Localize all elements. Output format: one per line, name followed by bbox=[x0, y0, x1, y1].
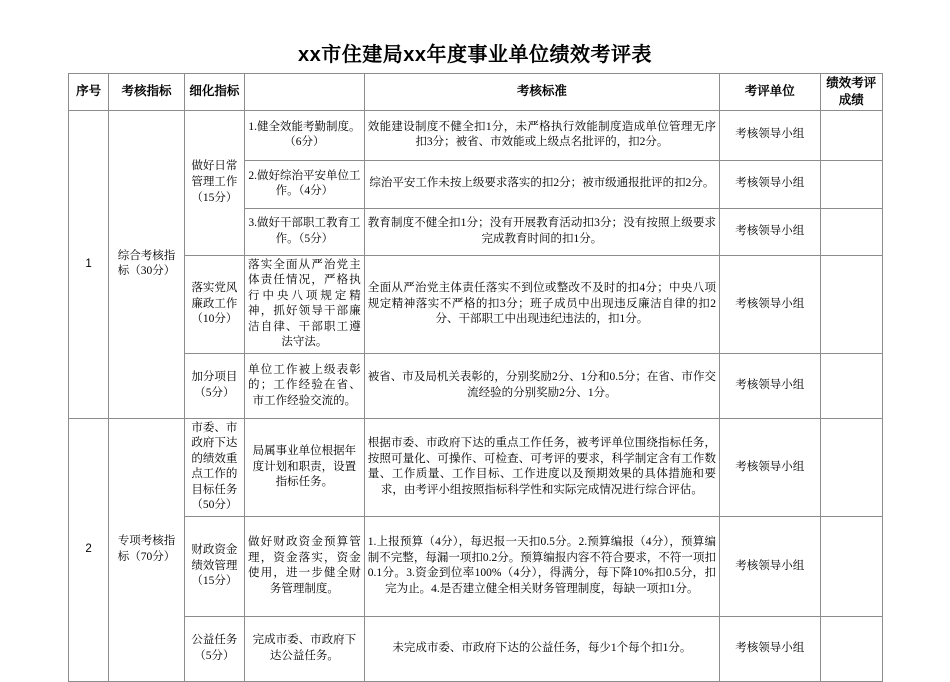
cell-score[interactable] bbox=[820, 208, 882, 255]
table-row bbox=[69, 516, 883, 616]
header-score: 绩效考评成绩 bbox=[820, 74, 882, 111]
cell-unit: 考核领导小组 bbox=[719, 418, 820, 516]
header-detail: 细化指标 bbox=[184, 74, 244, 111]
cell-item: 1.健全效能考勤制度。（6分） bbox=[245, 110, 365, 160]
cell-score[interactable] bbox=[820, 418, 882, 516]
table-row bbox=[69, 110, 883, 160]
cell-kpi: 专项考核指标（70分） bbox=[109, 418, 184, 681]
header-seq: 序号 bbox=[69, 74, 109, 111]
evaluation-table-wrapper bbox=[68, 73, 883, 682]
cell-score[interactable] bbox=[820, 160, 882, 208]
cell-standard: 被省、市及局机关表彰的，分别奖励2分、1分和0.5分；在省、市作交流经验的分别奖励2分、1分。 bbox=[364, 353, 719, 418]
cell-score[interactable] bbox=[820, 255, 882, 353]
cell-standard: 根据市委、市政府下达的重点工作任务，被考评单位围绕指标任务，按照可量化、可操作、可检查、可考评的要求，科学制定含有工作数量、工作质量、工作目标、工作进度以及预期效果的具体措施和要求，由考评小组按照指标科学性和实际完成情况进行综合评估。 bbox=[364, 418, 719, 516]
cell-seq: 2 bbox=[69, 418, 109, 681]
cell-item: 2.做好综治平安单位工作。（4分） bbox=[245, 160, 365, 208]
cell-item: 局属事业单位根据年度计划和职责，设置指标任务。 bbox=[245, 418, 365, 516]
cell-item: 完成市委、市政府下达公益任务。 bbox=[245, 616, 365, 681]
page-title: xx市住建局xx年度事业单位绩效考评表 bbox=[298, 44, 652, 66]
cell-unit: 考核领导小组 bbox=[719, 208, 820, 255]
cell-standard: 效能建设制度不健全扣1分，未严格执行效能制度造成单位管理无序扣3分；被省、市效能或上级点名批评的，扣2分。 bbox=[364, 110, 719, 160]
header-standard: 考核标准 bbox=[364, 74, 719, 111]
evaluation-table bbox=[68, 73, 883, 682]
cell-item: 单位工作被上级表彰的；工作经验在省、市工作经验交流的。 bbox=[245, 353, 365, 418]
cell-unit: 考核领导小组 bbox=[719, 616, 820, 681]
cell-score[interactable] bbox=[820, 516, 882, 616]
cell-kpi: 综合考核指标（30分） bbox=[109, 110, 184, 418]
cell-detail: 做好日常管理工作（15分） bbox=[184, 110, 244, 255]
cell-score[interactable] bbox=[820, 110, 882, 160]
cell-unit: 考核领导小组 bbox=[719, 353, 820, 418]
table-row bbox=[69, 353, 883, 418]
header-unit: 考评单位 bbox=[719, 74, 820, 111]
cell-detail: 加分项目（5分） bbox=[184, 353, 244, 418]
cell-unit: 考核领导小组 bbox=[719, 516, 820, 616]
cell-standard: 教育制度不健全扣1分；没有开展教育活动扣3分；没有按照上级要求完成教育时间的扣1分。 bbox=[364, 208, 719, 255]
cell-standard: 综治平安工作未按上级要求落实的扣2分；被市级通报批评的扣2分。 bbox=[364, 160, 719, 208]
table-row bbox=[69, 418, 883, 516]
cell-detail: 财政资金绩效管理（15分） bbox=[184, 516, 244, 616]
cell-detail: 落实党风廉政工作（10分） bbox=[184, 255, 244, 353]
cell-standard: 1.上报预算（4分），每迟报一天扣0.5分。2.预算编报（4分），预算编制不完整，每漏一项扣0.2分。预算编报内容不符合要求，不符一项扣0.1分。3.资金到位率100%（4分），得满分，每下降10%扣0.5分，扣完为止。4.是否建立健全相关财务管理制度，每缺一项扣1分。 bbox=[364, 516, 719, 616]
cell-detail: 公益任务（5分） bbox=[184, 616, 244, 681]
header-item bbox=[245, 74, 365, 111]
cell-unit: 考核领导小组 bbox=[719, 110, 820, 160]
cell-standard: 未完成市委、市政府下达的公益任务，每少1个每个扣1分。 bbox=[364, 616, 719, 681]
header-kpi: 考核指标 bbox=[109, 74, 184, 111]
cell-score[interactable] bbox=[820, 353, 882, 418]
cell-unit: 考核领导小组 bbox=[719, 255, 820, 353]
cell-seq: 1 bbox=[69, 110, 109, 418]
cell-item: 3.做好干部职工教育工作。（5分） bbox=[245, 208, 365, 255]
cell-standard: 全面从严治党主体责任落实不到位或整改不及时的扣4分；中央八项规定精神落实不严格的扣3分；班子成员中出现违反廉洁自律的扣2分、干部职工中出现违纪违法的，扣1分。 bbox=[364, 255, 719, 353]
table-header-row bbox=[69, 74, 883, 111]
table-row bbox=[69, 255, 883, 353]
cell-detail: 市委、市政府下达的绩效重点工作的目标任务（50分） bbox=[184, 418, 244, 516]
cell-unit: 考核领导小组 bbox=[719, 160, 820, 208]
cell-item: 做好财政资金预算管理，资金落实，资金使用，进一步健全财务管理制度。 bbox=[245, 516, 365, 616]
cell-item: 落实全面从严治党主体责任情况，严格执行中央八项规定精神，抓好领导干部廉洁自律、干部职工遵法守法。 bbox=[245, 255, 365, 353]
